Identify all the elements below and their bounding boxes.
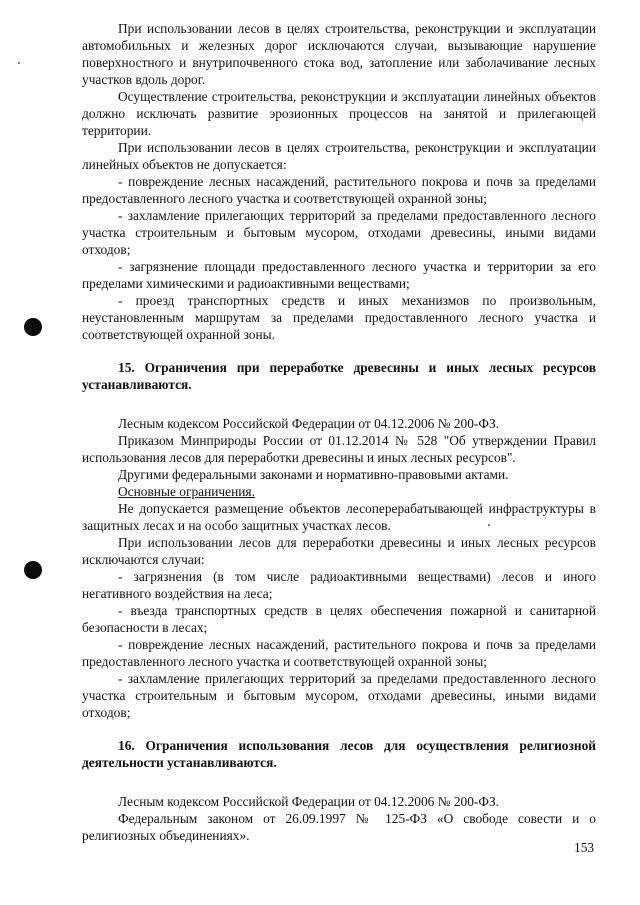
section-heading: 16. Ограничения использования лесов для осуществления религиозной деятельности устанавливаются.: [82, 738, 596, 770]
list-item: - захламление прилегающих территорий за пределами предоставленного лесного участка строительным и бытовым мусором, отходами древесины, иными видами отходов;: [82, 208, 596, 257]
list-item: - проезд транспортных средств и иных механизмов по произвольным, неустановленным маршрутам за пределами предоставленного лесного участка и соответствующей охранной зоны.: [82, 293, 596, 342]
list-item: - захламление прилегающих территорий за пределами предоставленного лесного участка строительным и бытовым мусором, отходами древесины, иными видами отходов;: [82, 671, 596, 720]
body-paragraph: Другими федеральными законами и нормативно-правовыми актами.: [118, 467, 509, 482]
subheading: Основные ограничения.: [118, 484, 255, 499]
body-paragraph: Лесным кодексом Российской Федерации от 04.12.2006 № 200-ФЗ.: [118, 794, 500, 809]
list-item: - загрязнения (в том числе радиоактивными веществами) лесов и иного негативного воздействия на леса;: [82, 569, 596, 601]
scan-speck: [18, 62, 20, 64]
list-item: - повреждение лесных насаждений, растительного покрова и почв за пределами предоставленного лесного участка и соответствующей охранной зоны;: [82, 637, 596, 669]
punch-hole-mark: [24, 561, 42, 579]
list-item: - повреждение лесных насаждений, растительного покрова и почв за пределами предоставленного лесного участка и соответствующей охранной зоны;: [82, 174, 596, 206]
body-paragraph: Лесным кодексом Российской Федерации от 04.12.2006 № 200-ФЗ.: [118, 416, 500, 431]
body-paragraph: Приказом Минприроды России от 01.12.2014 № 528 "Об утверждении Правил использования лесов для переработки древесины и иных лесных ресурсов".: [82, 433, 596, 465]
punch-hole-mark: [24, 318, 42, 336]
body-paragraph: Осуществление строительства, реконструкции и эксплуатации линейных объектов должно исключать развитие эрозионных процессов на занятой и прилегающей территории.: [82, 89, 596, 138]
body-paragraph: Не допускается размещение объектов лесоперерабатывающей инфраструктуры в защитных лесах и на особо защитных участках лесов.: [82, 501, 596, 533]
body-paragraph: При использовании лесов в целях строительства, реконструкции и эксплуатации линейных объектов не допускается:: [82, 140, 596, 172]
page-number: 153: [574, 840, 595, 855]
body-paragraph: Федеральным законом от 26.09.1997 № 125-ФЗ «О свободе совести и о религиозных объединениях».: [82, 811, 596, 843]
list-item: - въезда транспортных средств в целях обеспечения пожарной и санитарной безопасности в лесах;: [82, 603, 596, 635]
list-item: - загрязнение площади предоставленного лесного участка и территории за его пределами химическими и радиоактивными веществами;: [82, 259, 596, 291]
body-paragraph: При использовании лесов для переработки древесины и иных лесных ресурсов исключаются случаи:: [82, 535, 596, 567]
section-heading: 15. Ограничения при переработке древесины и иных лесных ресурсов устанавливаются.: [82, 360, 596, 392]
body-paragraph: При использовании лесов в целях строительства, реконструкции и эксплуатации автомобильных и железных дорог исключаются случаи, вызывающие нарушение поверхностного и внутрипочвенного стока вод, затопление или заболачивание лесных участков вдоль дорог.: [82, 21, 596, 87]
document-body: [82, 20, 596, 844]
